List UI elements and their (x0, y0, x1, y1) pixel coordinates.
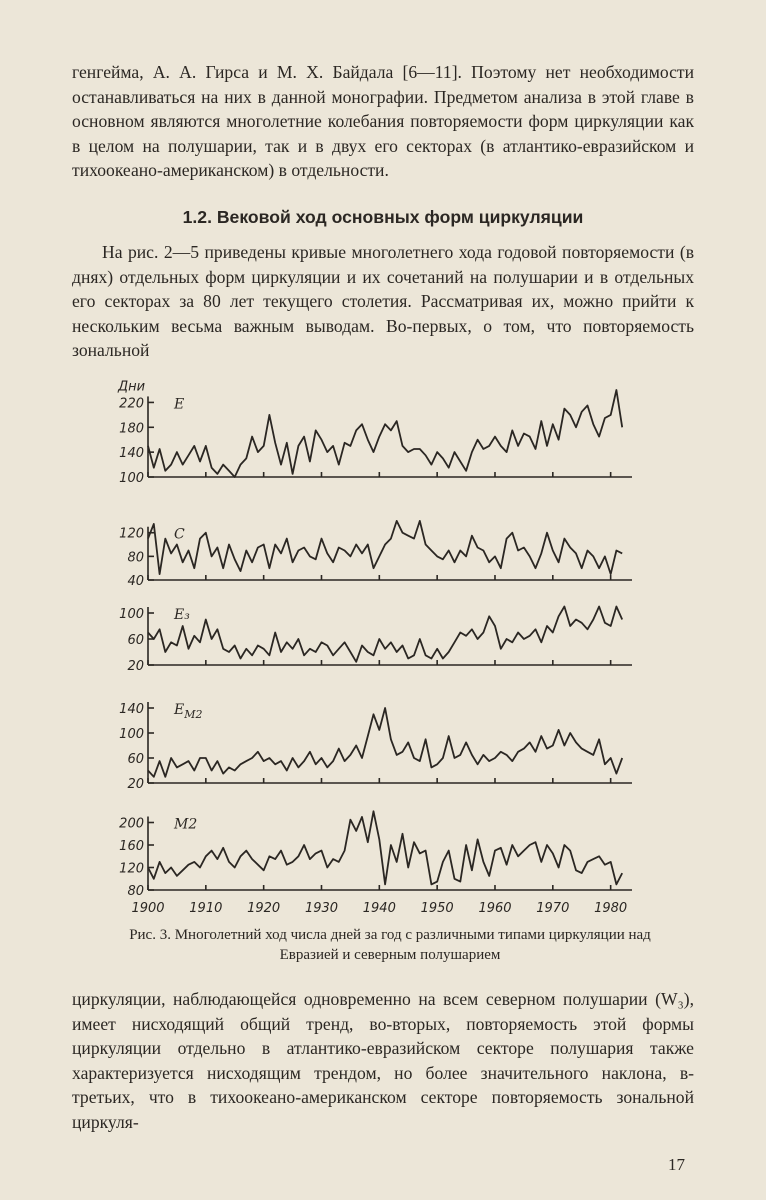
y-tick-label: 120 (119, 526, 144, 542)
x-tick-label: 1920 (247, 901, 281, 916)
series-line (148, 521, 622, 574)
y-tick-label: 60 (127, 633, 144, 648)
x-tick-label: 1960 (478, 901, 512, 916)
y-tick-label: 200 (119, 816, 144, 832)
x-tick-label: 1930 (304, 901, 339, 916)
y-tick-label: 180 (119, 421, 144, 437)
figure-caption: Рис. 3. Многолетний ход числа дней за год с различными типами циркуляции над Евразией и северным полушарием (129, 927, 651, 963)
series-line (148, 607, 622, 662)
text-paragraph-continued: циркуляции, наблюдающейся одновременно на всем северном полушарии (W₃), имеет нисходящий общий тренд, во-вторых, повторяемость этой формы циркуляции отдельно в атлантико-евразийском секторе полушария также характеризуется нисходящим трендом, но более значительного наклона, в-третьих, что в тихоокеано-американском секторе повторяемость зональной циркуля- (72, 989, 694, 1132)
series-line (148, 708, 622, 777)
y-tick-label: 100 (119, 607, 144, 622)
text-paragraph-intro: генгейма, А. А. Гирса и М. Х. Байдала [6—11]. Поэтому нет необходимости останавливаться на них в данной монографии. Предметом анализа в этой главе в основном являются многолетние колебания повторяемости форм циркуляции как в целом на полушарии, так и в двух его секторах (в атлантико-евразийском и тихоокеано-американском) в отдельности. (72, 62, 694, 180)
y-tick-label: 20 (127, 659, 144, 674)
series-line (148, 811, 622, 884)
y-tick-label: 140 (119, 446, 144, 462)
y-tick-label: 220 (119, 396, 144, 412)
text-paragraph-main: На рис. 2—5 приведены кривые многолетнего хода годовой повторяемости (в днях) отдельных форм циркуляции и их сочетаний на полушарии и в отдельных его секторах за 80 лет текущего столетия. Рассматривая их, можно прийти к нескольким весьма важным выводам. Во-первых, о том, что повторяемость зональной (72, 242, 694, 360)
y-tick-label: 80 (127, 884, 144, 899)
figure-3-chart (0, 360, 766, 925)
y-tick-label: 80 (127, 550, 144, 566)
panel-series-label: E (174, 396, 185, 413)
y-unit-label: Дни (118, 379, 146, 395)
panel-series-label: M2 (174, 816, 198, 833)
panel-series-label: $E_{M2}$ (174, 702, 203, 721)
y-tick-label: 160 (119, 839, 144, 854)
panel-series-label: С (174, 526, 185, 543)
y-tick-label: 140 (119, 702, 144, 717)
x-tick-label: 1950 (420, 901, 454, 916)
series-line (148, 390, 622, 477)
y-tick-label: 60 (127, 752, 144, 767)
y-tick-label: 100 (119, 471, 144, 486)
x-tick-label: 1980 (594, 901, 628, 916)
y-tick-label: 40 (127, 574, 144, 589)
section-heading: 1.2. Вековой ход основных форм циркуляции (182, 207, 584, 227)
x-tick-label: 1900 (131, 901, 165, 916)
y-tick-label: 20 (127, 777, 144, 792)
x-tick-label: 1970 (536, 901, 570, 916)
page-number: 17 (668, 1155, 685, 1174)
y-tick-label: 120 (119, 861, 144, 877)
x-tick-label: 1910 (189, 901, 223, 916)
y-tick-label: 100 (119, 727, 144, 742)
panel-series-label: E₃ (174, 607, 190, 623)
x-tick-label: 1940 (362, 901, 396, 916)
